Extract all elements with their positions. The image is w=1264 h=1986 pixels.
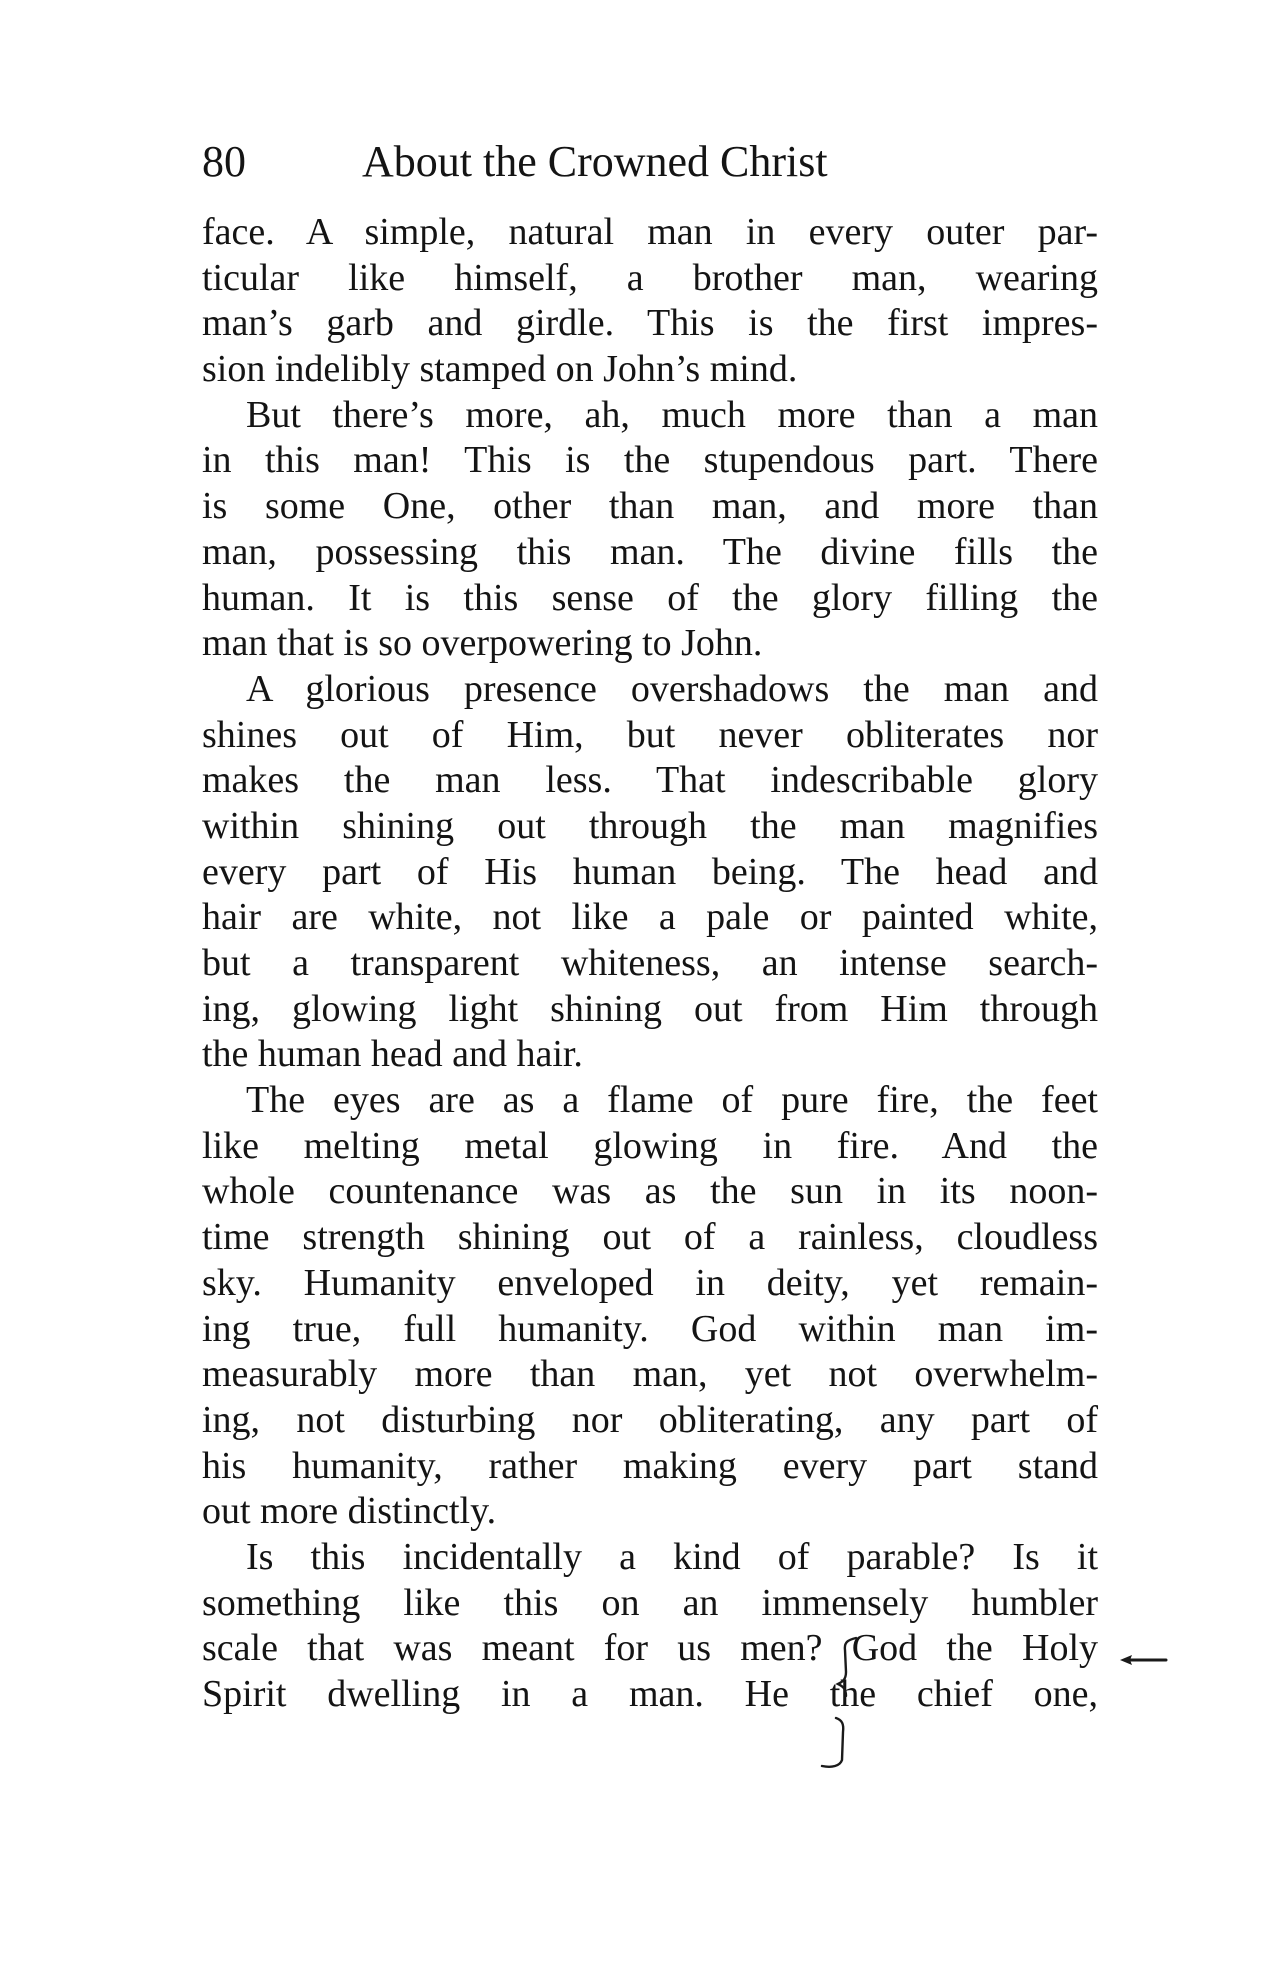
paragraph bbox=[202, 210, 1098, 393]
paragraph bbox=[202, 393, 1098, 667]
text-line: A glorious presence overshadows the man and bbox=[246, 667, 1098, 710]
page-number: 80 bbox=[202, 137, 246, 186]
text-line: man’s garb and girdle. This is the first impres- bbox=[202, 302, 1098, 345]
paragraph bbox=[202, 1535, 1098, 1718]
text-line: scale that was meant for us men? God the Holy bbox=[202, 1627, 1098, 1670]
text-line: face. A simple, natural man in every outer par- bbox=[202, 211, 1098, 253]
text-line: ing true, full humanity. God within man im- bbox=[202, 1307, 1098, 1350]
text-line: But there’s more, ah, much more than a man bbox=[246, 393, 1098, 436]
paragraph bbox=[202, 667, 1098, 1078]
text-line: Spirit dwelling in a man. He the chief one, bbox=[202, 1673, 1098, 1715]
text-line: man, possessing this man. The divine fills the bbox=[202, 530, 1098, 573]
text-line: within shining out through the man magnifies bbox=[202, 804, 1098, 847]
text-line: man that is so overpowering to John. bbox=[202, 622, 763, 665]
text-line: measurably more than man, yet not overwhelm- bbox=[202, 1353, 1098, 1396]
running-title: About the Crowned Christ bbox=[362, 137, 828, 186]
text-line: like melting metal glowing in fire. And the bbox=[202, 1124, 1098, 1167]
text-line: something like this on an immensely humbler bbox=[202, 1581, 1098, 1624]
text-line: ticular like himself, a brother man, wearing bbox=[202, 256, 1098, 299]
text-line: whole countenance was as the sun in its noon- bbox=[202, 1170, 1098, 1213]
text-line: makes the man less. That indescribable glory bbox=[202, 759, 1098, 802]
text-line: out more distinctly. bbox=[202, 1490, 497, 1533]
bracket-icon bbox=[818, 1632, 878, 1772]
arrow-left-icon bbox=[1118, 1652, 1168, 1668]
text-line: hair are white, not like a pale or painted white, bbox=[202, 896, 1098, 939]
text-line: but a transparent whiteness, an intense search- bbox=[202, 942, 1098, 984]
text-line: shines out of Him, but never obliterates nor bbox=[202, 713, 1098, 756]
running-head bbox=[202, 132, 1102, 192]
text-line: time strength shining out of a rainless, cloudless bbox=[202, 1216, 1098, 1259]
text-line: is some One, other than man, and more than bbox=[202, 485, 1098, 528]
text-line: ing, glowing light shining out from Him through bbox=[202, 987, 1098, 1030]
text-line: sky. Humanity enveloped in deity, yet remain- bbox=[202, 1261, 1098, 1304]
body-text bbox=[202, 210, 1098, 1718]
paragraph bbox=[202, 1078, 1098, 1535]
text-line: The eyes are as a flame of pure fire, the feet bbox=[246, 1079, 1098, 1122]
text-line: the human head and hair. bbox=[202, 1033, 583, 1076]
text-line: ing, not disturbing nor obliterating, any part of bbox=[202, 1398, 1098, 1441]
text-line: Is this incidentally a kind of parable? Is it bbox=[246, 1535, 1098, 1578]
text-line: sion indelibly stamped on John’s mind. bbox=[202, 348, 798, 391]
text-line: his humanity, rather making every part stand bbox=[202, 1444, 1098, 1487]
text-line: in this man! This is the stupendous part. There bbox=[202, 439, 1098, 482]
text-line: human. It is this sense of the glory filling the bbox=[202, 576, 1098, 619]
text-line: every part of His human being. The head and bbox=[202, 850, 1098, 893]
